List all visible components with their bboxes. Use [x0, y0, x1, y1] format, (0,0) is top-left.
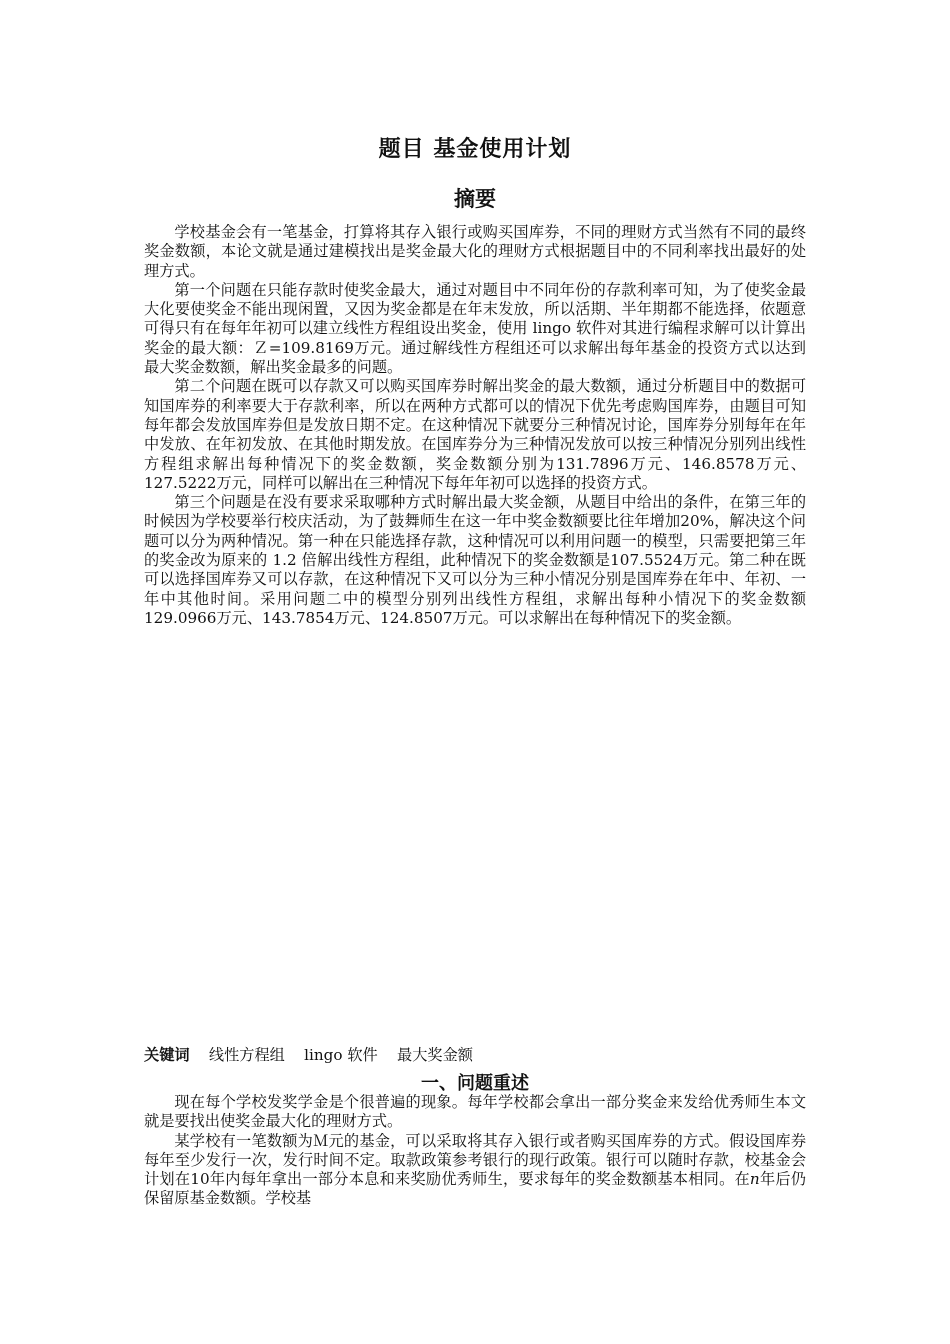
section-body-problem-restatement — [144, 1093, 806, 1209]
keywords-line — [144, 1045, 806, 1065]
abstract-paragraph-1: 学校基金会有一笔基金，打算将其存入银行或购买国库券，不同的理财方式当然有不同的最终奖金数额，本论文就是通过建模找出是奖金最大化的理财方式根据题目中的不同利率找出最好的处理方式。 — [144, 223, 806, 280]
abstract-paragraph-3: 第二个问题在既可以存款又可以购买国库券时解出奖金的最大数额，通过分析题目中的数据可知国库券的利率要大于存款利率，所以在两种方式都可以的情况下优先考虑购国库券，由题目可知每年都会发放国库券但是发放日期不定。在这种情况下就要分三种情况讨论，国库券分别每年在年中发放、在年初发放、在其他时期发放。在国库券分为三种情况发放可以按三种情况分别列出线性方程组求解出每种情况下的奖金数额，奖金数额分别为131.7896万元、146.8578万元、127.5222万元，同样可以解出在三种情况下每年年初可以选择的投资方式。 — [144, 377, 806, 492]
keyword-item: lingo 软件 — [304, 1046, 378, 1064]
abstract-heading: 摘要 — [454, 187, 496, 211]
abstract-body — [144, 223, 806, 628]
section-paragraph-1: 现在每个学校发奖学金是个很普遍的现象。每年学校都会拿出一部分奖金来发给优秀师生本文就是要找出使奖金最大化的理财方式。 — [144, 1093, 806, 1131]
keywords-label: 关键词 — [144, 1046, 190, 1064]
paper-title: 题目 基金使用计划 — [378, 137, 572, 162]
section-heading-problem-restatement: 一、问题重述 — [421, 1073, 529, 1094]
abstract-paragraph-2: 第一个问题在只能存款时使奖金最大，通过对题目中不同年份的存款利率可知，为了使奖金最大化要使奖金不能出现闲置，又因为奖金都是在年末发放，所以活期、半年期都不能选择，依题意可得只有在每年年初可以建立线性方程组设出奖金，使用 lingo 软件对其进行编程求解可以计算出奖金的最大额：Ｚ=109.8169万元。通过解线性方程组还可以求解出每年基金的投资方式以达到最大奖金数额，解出奖金最多的问题。 — [144, 280, 806, 377]
section-paragraph-2: 某学校有一笔数额为Ｍ元的基金，可以采取将其存入银行或者购买国库券的方式。假设国库券每年至少发行一次，发行时间不定。取款政策参考银行的现行政策。银行可以随时存款，校基金会计划在10年内每年拿出一部分本息和来奖励优秀师生，要求每年的奖金数额基本相同。在𝑛年后仍保留原基金数额。学校基 — [144, 1131, 806, 1208]
abstract-paragraph-4: 第三个问题是在没有要求采取哪种方式时解出最大奖金额，从题目中给出的条件，在第三年的时候因为学校要举行校庆活动，为了鼓舞师生在这一年中奖金数额要比往年增加20%，解决这个问题可以分为两种情况。第一种在只能选择存款，这种情况可以利用问题一的模型，只需要把第三年的奖金改为原来的 1.2 倍解出线性方程组，此种情况下的奖金数额是107.5524万元。第二种在既可以选择国库券又可以存款，在这种情况下又可以分为三种小情况分别是国库券在年中、年初、一年中其他时间。采用问题二中的模型分别列出线性方程组，求解出每种小情况下的奖金数额129.0966万元、143.7854万元、124.8507万元。可以求解出在每种情况下的奖金额。 — [144, 493, 806, 627]
keyword-item: 线性方程组 — [208, 1046, 285, 1064]
keyword-item: 最大奖金额 — [397, 1046, 473, 1064]
